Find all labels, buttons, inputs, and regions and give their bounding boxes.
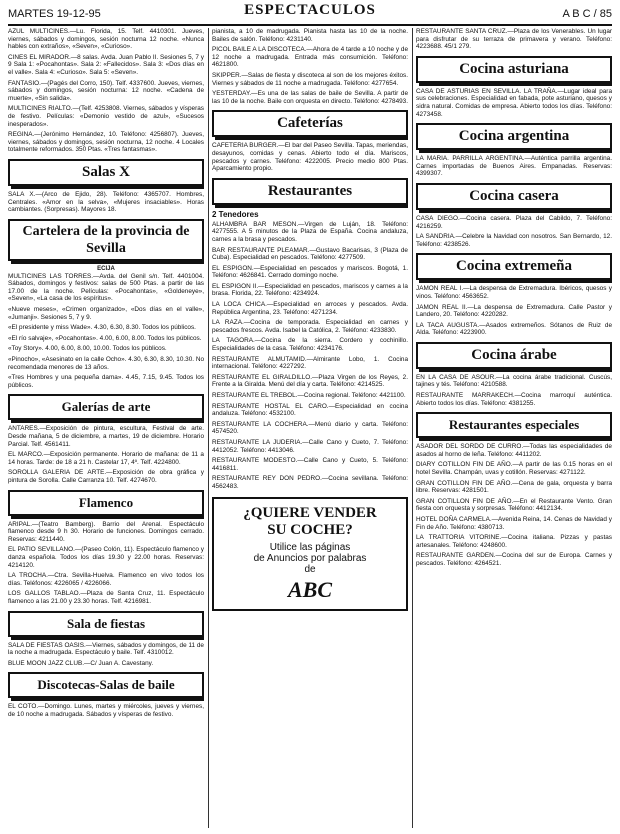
page-header <box>8 2 612 26</box>
listing-paragraph: JAMON REAL I.—La despensa de Extremadura. Ibéricos, quesos y vinos. Teléfono: 4563652. <box>416 285 612 300</box>
listing-paragraph: «Toy Story». 4.00, 6.00, 8.00, 10.00. Todos los públicos. <box>8 345 167 353</box>
listing-paragraph: MULTICINES RIALTO.—(Telf. 4253808. Viernes, sábados y vísperas de festivo. Películas: «Demonio vestido de azul», «Sucesos inesperados». <box>8 105 204 128</box>
listing-paragraph: RESTAURANTE HOSTAL EL CARO.—Especialidad en cocina andaluza. Teléfono: 4532100. <box>212 402 408 418</box>
listing-paragraph: «Pinocho», «Asesinato en la calle Ocho». 4.30, 6.30, 8.30, 10.30. No recomendada menores de 13 años. <box>8 356 204 371</box>
listing-paragraph: EL ESPIGON.—Especialidad en pescados y mariscos. Bogotá, 1. Teléfono: 4626841. Cerrado domingo noche. <box>212 264 408 280</box>
listing-paragraph: JAMON REAL II.—La despensa de Extremadura. Calle Pastor y Landero, 20. Teléfono: 4220282. <box>416 303 612 319</box>
section-heading-salas-x: Salas X <box>8 159 204 186</box>
listing-paragraph: RESTAURANTE MARRAKECH.—Cocina marroquí auténtica. Abierto todos los días. Teléfono: 4381255. <box>416 392 612 407</box>
listing-paragraph: RESTAURANTE EL TREBOL.—Cocina regional. Teléfono: 4421100. <box>212 392 406 399</box>
section-heading-discotecas: Discotecas-Salas de baile <box>8 672 204 698</box>
listing-paragraph: CINES EL MIRADOR.—8 salas. Avda. Juan Pablo II. Sesiones 5, 7 y 9 Sala 1: «Pocahontas». Sala 2: «Fallecidos». Sala 3: «Dos días en el valle». Sala 4: «Curioso». Sala 5: «Seven». <box>8 53 204 76</box>
abc-logo: ABC <box>287 576 333 602</box>
newspaper-page <box>8 28 612 828</box>
listing-paragraph: RESTAURANTE ALMUTAMID.—Almirante Lobo, 1. Cocina internacional. Teléfono: 4227292. <box>212 355 408 371</box>
header-page-number: A B C / 85 <box>562 8 612 20</box>
column-2 <box>212 28 408 828</box>
listing-paragraph: «El río salvaje», «Pocahontas». 4.00, 6.00, 8.00. Todos los públicos. <box>8 334 202 342</box>
listing-paragraph: «Tres Hombres y una pequeña dama». 4.45, 7.15, 9.45. Todos los públicos. <box>8 374 204 389</box>
listing-paragraph: LA SANDRIA.—Celebre la Navidad con nosotros. San Bernardo, 12. Teléfono: 4238526. <box>416 233 612 248</box>
listing-paragraph: «El presidente y miss Wade». 4.30, 6.30, 8.30. Todos los públicos. <box>8 324 196 332</box>
header-date: MARTES 19-12-95 <box>8 8 101 20</box>
section-heading-especiales: Restaurantes especiales <box>416 412 612 438</box>
listing-paragraph: LOS GALLOS TABLAO.—Plaza de Santa Cruz, 11. Espectáculo flamenco a las 21.00 y 23.30 horas. Telf. 4216981. <box>8 590 204 605</box>
listing-paragraph: LA RAZA.—Cocina de temporada. Especialidad en carnes y pescados frescos. Avda. Isabel la Católica, 2. Teléfono: 4233830. <box>212 319 408 334</box>
listing-paragraph: MULTICINES LAS TORRES.—Avda. del Genil s/n. Telf. 4401004. Sábados, domingos y festivos: salas de 500 Ptas. a partir de las 17.00 de la noche. Películas: «Pocahontas», «Goldeneye», «Seven», «La casa de los espíritus». <box>8 272 204 303</box>
section-heading-casera: Cocina casera <box>416 183 612 210</box>
listing-paragraph: YESTERDAY.—Es una de las salas de baile de Sevilla. A partir de las 10 de la noche. Baile con orquesta en directo. Teléfono: 4278493. <box>212 90 408 105</box>
listing-paragraph: «Nueve meses», «Crimen organizado», «Dos días en el valle», «Jumanji». Sesiones 5, 7 y 9. <box>8 306 204 321</box>
ad-text: de Anuncios por palabras <box>253 552 367 564</box>
section-heading-sala-fiestas: Sala de fiestas <box>8 611 204 637</box>
listing-paragraph: RESTAURANTE LA COCHERA.—Menú diario y carta. Teléfono: 4574520. <box>212 420 408 436</box>
listing-paragraph: pianista, a 10 de madrugada. Pianista hasta las 10 de la noche. Bailes de salón. Teléfono: 4231140. <box>212 28 408 43</box>
listing-paragraph: ALHAMBRA BAR MESON.—Virgen de Luján, 18. Teléfono: 4277555. A 5 minutos de la Plaza de España. Cocina andaluza, carnes a la brasa y pescados. <box>212 220 408 243</box>
column-3 <box>416 28 612 828</box>
town-heading: ECIJA <box>97 265 115 272</box>
column-divider <box>208 28 209 828</box>
section-title: ESPECTACULOS <box>244 2 376 18</box>
listing-paragraph: LA TAGORA.—Cocina de la sierra. Cordero y cochinillo. Especialidades de la casa. Teléfono: 4234176. <box>212 337 408 353</box>
listing-paragraph: EL ESPIGON II.—Especialidad en pescados, mariscos y carnes a la brasa. Florida, 22. Teléfono: 4234924. <box>212 282 408 298</box>
listing-paragraph: SALA X.—(Arco de Ejido, 28). Teléfono: 4365707. Hombres, Centrales. «Amor en la selva», «Mujeres insaciables». Horas cambiantes. (Sorpresas). Mayores 18. <box>8 190 204 214</box>
listing-paragraph: RESTAURANTE LA JUDERIA.—Calle Cano y Cueto, 7. Teléfono: 4412052. Teléfono: 4413046. <box>212 438 408 454</box>
listing-paragraph: HOTEL DOÑA CARMELA.—Avenida Reina, 14. Cenas de Navidad y Fin de Año. Teléfono: 4380713. <box>416 516 612 531</box>
listing-paragraph: REGINA.—(Jerónimo Hernández, 10. Teléfono: 4256807). Jueves, viernes, sábados y domingos, sesión nocturna, 12 noche. 4 Locales totalmente reformados. 350 Ptas. «Tres fantasmas». <box>8 131 204 154</box>
ad-text: de <box>304 563 316 575</box>
listing-paragraph: ARIPAL.—(Teatro Bamberg). Barrio del Arenal. Espectáculo flamenco desde 9 h 30. Horario de funciones. Domingos cerrado. Reservas: 4211440. <box>8 520 204 543</box>
section-heading-argentina: Cocina argentina <box>416 123 612 150</box>
listing-paragraph: SOROLLA GALERIA DE ARTE.—Exposición de obra gráfica y pintura de Sorolla. Calle Carranza 10. Telf. 4274670. <box>8 469 204 484</box>
listing-paragraph: RESTAURANTE EL GIRALDILLO.—Plaza Virgen de los Reyes, 2. Frente a la Giralda. Menú del día y carta. Teléfono: 4214525. <box>212 373 408 389</box>
listing-paragraph: SALA DE FIESTAS OASIS.—Viernes, sábados y domingos, de 11 de la noche a madrugada. Espectáculo y baile. Telf. 4310012. <box>8 641 204 657</box>
category-subheading: 2 Tenedores <box>212 209 259 219</box>
listing-paragraph: EL MARCO.—Exposición permanente. Horario de mañana: de 11 a 14 horas. Tarde: de 18 a 21 h. Castelar 17, 4º. Telf. 4224800. <box>8 451 204 466</box>
section-heading-cartelera: Cartelera de la provincia de Sevilla <box>8 219 204 261</box>
listing-paragraph: ANTARES.—Exposición de pintura, escultura, Festival de arte. Desde mañana, 5 de diciembre, a martes, 19 de diciembre. Horario Parcial. Telf. 4561411. <box>8 425 204 448</box>
listing-paragraph: SKIPPER.—Salas de fiesta y discoteca al son de los mejores éxitos. Viernes y sábados de 11 noche a madrugada. Teléfono: 4277654. <box>212 71 408 87</box>
listing-paragraph: EN LA CASA DE ASOUR.—La cocina árabe tradicional. Cuscús, tajines y tés. Teléfono: 4210588. <box>416 373 612 389</box>
section-heading-restaurantes: Restaurantes <box>212 178 408 205</box>
listing-paragraph: RESTAURANTE GARDEN.—Cocina del sur de Europa. Carnes y pescados. Teléfono: 4264521. <box>416 552 612 567</box>
listing-paragraph: BLUE MOON JAZZ CLUB.—C/ Juan A. Cavestany. <box>8 659 154 667</box>
section-heading-asturiana: Cocina asturiana <box>416 56 612 83</box>
listing-paragraph: LA TROCHA.—Ctra. Sevilla-Huelva. Flamenco en vivo todos los días. Teléfonos: 4226065 / 4226066. <box>8 572 204 587</box>
column-divider <box>412 28 413 828</box>
listing-paragraph: LA MARIA. PARRILLA ARGENTINA.—Auténtica parrilla argentina. Carnes importadas de Buenos Aires. Empanadas. Reservas: 4399307. <box>416 155 612 178</box>
section-heading-arabe: Cocina árabe <box>416 342 612 369</box>
listing-paragraph: EL COTO.—Domingo. Lunes, martes y miércoles, jueves y viernes, de 10 noche a madrugada. Sábados y vísperas de festivo. <box>8 703 204 718</box>
listing-paragraph: CAFETERIA BURGER.—El bar del Paseo Sevilla. Tapas, meriendas, desayunos, comidas y cenas. Abierto todo el día. Mariscos, pescados y carnes. Teléfono: 4222005. Precio medio 800 Ptas. Aparcamiento propio. <box>212 142 408 173</box>
listing-paragraph: DIARY COTILLON FIN DE AÑO.—A partir de las 0.15 horas en el hotel Sevilla. Champán, uvas y cotillón. Reservas: 4271122. <box>416 461 612 477</box>
listing-paragraph: RESTAURANTE MODESTO.—Calle Cano y Cueto, 5. Teléfono: 4416811. <box>212 457 408 472</box>
ad-headline: SU COCHE? <box>267 521 353 538</box>
listing-paragraph: EL PATIO SEVILLANO.—(Paseo Colón, 11). Espectáculo flamenco y danza española. Todos los días 19.30 y 22.00 horas. Reservas: 4214120. <box>8 546 204 569</box>
listing-paragraph: GRAN COTILLON FIN DE AÑO.—Cena de gala, orquesta y barra libre. Reservas: 4281501. <box>416 479 612 495</box>
listing-paragraph: RESTAURANTE SANTA CRUZ.—Plaza de los Venerables. Un lugar para disfrutar de su terraza de primavera y verano. Teléfono: 4223688. 45/1 279. <box>416 28 612 51</box>
ad-text: Utilice las páginas <box>269 541 351 553</box>
classified-ad-box <box>212 497 408 611</box>
listing-paragraph: LA TACA AUGUSTA.—Asados extremeños. Sótanos de Ruiz de Alda. Teléfono: 4223900. <box>416 321 612 337</box>
listing-paragraph: ASADOR DEL SORDO DE CURRO.—Todas las especialidades de asados al horno de leña. Teléfono: 4411202. <box>416 443 612 458</box>
listing-paragraph: AZUL MULTICINES.—Lu. Florida, 15. Telf. 4410301. Jueves, viernes, sábados y domingos, sesión nocturna 12 noche. «Nunca hables con extraños», «Seven», «Curioso». <box>8 28 204 51</box>
section-heading-cafeterias: Cafeterías <box>212 110 408 137</box>
column-1 <box>8 28 204 828</box>
section-heading-extremena: Cocina extremeña <box>416 253 612 280</box>
ad-headline: ¿QUIERE VENDER <box>243 504 377 521</box>
listing-paragraph: CASA DIEGO.—Cocina casera. Plaza del Cabildo, 7. Teléfono: 4216259. <box>416 214 612 230</box>
listing-paragraph: LA TRATTORIA VITORINE.—Cocina italiana. Pizzas y pastas artesanales. Teléfono: 4248600. <box>416 534 612 549</box>
listing-paragraph: LA LOCA CHICA.—Especialidad en arroces y pescados. Avda. República Argentina, 23. Teléfono: 4271234. <box>212 301 408 316</box>
listing-paragraph: CASA DE ASTURIAS EN SEVILLA. LA TRAÑA.—Lugar ideal para sus celebraciones. Especialidad en fabada, pote asturiano, quesos y sidra natural. Comidas de empresa. Abierto todos los días. Teléfono: 4273458. <box>416 87 612 118</box>
listing-paragraph: PICOL BAILE A LA DISCOTECA.—Ahora de 4 tarde a 10 noche y de 12 noche a madrugada. Entrada más consumición. Teléfono: 4621800. <box>212 46 408 69</box>
listing-paragraph: FANTASIO.—(Pagés del Corro, 150). Telf. 4337600. Jueves, viernes, sábados y domingos, sesión nocturna: 12 noche. «Cadena de muerte», «Sin salida». <box>8 79 204 102</box>
section-heading-galerias: Galerías de arte <box>8 394 204 420</box>
listing-paragraph: RESTAURANTE REY DON PEDRO.—Cocina sevillana. Teléfono: 4562483. <box>212 475 408 490</box>
section-heading-flamenco: Flamenco <box>8 490 204 516</box>
listing-paragraph: GRAN COTILLON FIN DE AÑO.—En el Restaurante Vento. Gran fiesta con orquesta y sorpresas. Teléfono: 4412134. <box>416 497 612 513</box>
listing-paragraph: BAR RESTAURANTE PLEAMAR.—Gustavo Bacarisas, 3 (Plaza de Cuba). Especialidad en pescados. Teléfono: 4277509. <box>212 246 408 262</box>
